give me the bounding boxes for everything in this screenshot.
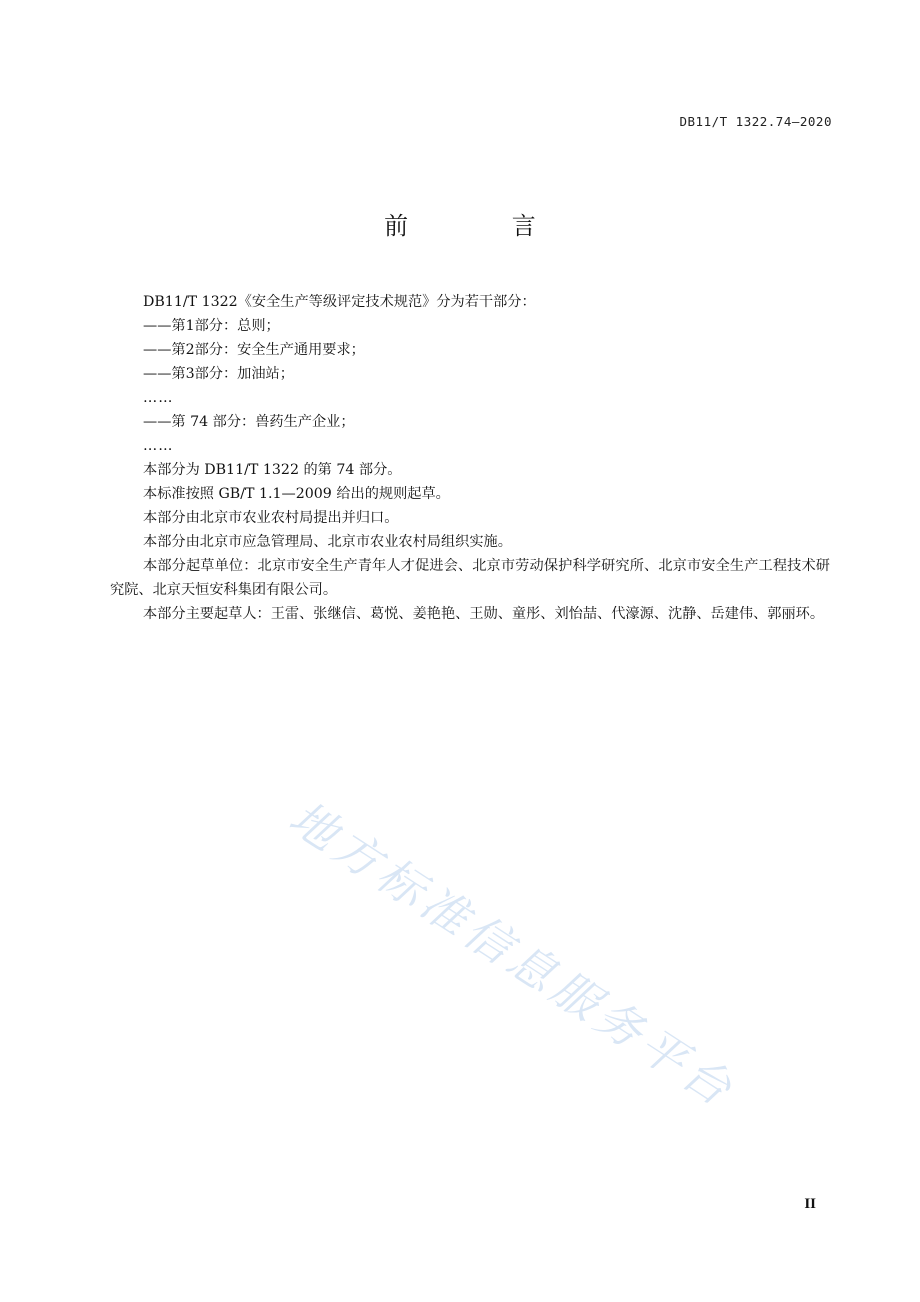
scope-paragraph: 本部分为 DB11/T 1322 的第 74 部分。 bbox=[143, 462, 402, 478]
foreword-body bbox=[110, 290, 830, 626]
drafting-rules-paragraph: 本标准按照 GB/T 1.1—2009 给出的规则起草。 bbox=[143, 486, 450, 502]
page-number: II bbox=[804, 1196, 816, 1212]
drafters-paragraph: 本部分主要起草人：王雷、张继信、葛悦、姜艳艳、王勋、童彤、刘怡喆、代濠源、沈静、岳建伟、郭丽环。 bbox=[143, 606, 825, 622]
part-list-item: ——第 74 部分：兽药生产企业； bbox=[143, 414, 355, 430]
intro-paragraph: DB11/T 1322《安全生产等级评定技术规范》分为若干部分： bbox=[143, 294, 536, 310]
drafting-units-paragraph: 本部分起草单位：北京市安全生产青年人才促进会、北京市劳动保护科学研究所、北京市安全生产工程技术研究院、北京天恒安科集团有限公司。 bbox=[110, 558, 830, 598]
standard-code: DB11/T 1322.74—2020 bbox=[679, 114, 832, 129]
part-list-item: ——第3部分：加油站； bbox=[143, 366, 294, 382]
watermark: 地方标准信息服务平台 bbox=[279, 790, 746, 1119]
page-title: 前 言 bbox=[384, 212, 584, 240]
ellipsis-line: …… bbox=[143, 390, 174, 406]
part-list-item: ——第1部分：总则； bbox=[143, 318, 280, 334]
ellipsis-line: …… bbox=[143, 438, 174, 454]
implementer-paragraph: 本部分由北京市应急管理局、北京市农业农村局组织实施。 bbox=[143, 534, 512, 550]
part-list-item: ——第2部分：安全生产通用要求； bbox=[143, 342, 365, 358]
proposer-paragraph: 本部分由北京市农业农村局提出并归口。 bbox=[143, 510, 399, 526]
